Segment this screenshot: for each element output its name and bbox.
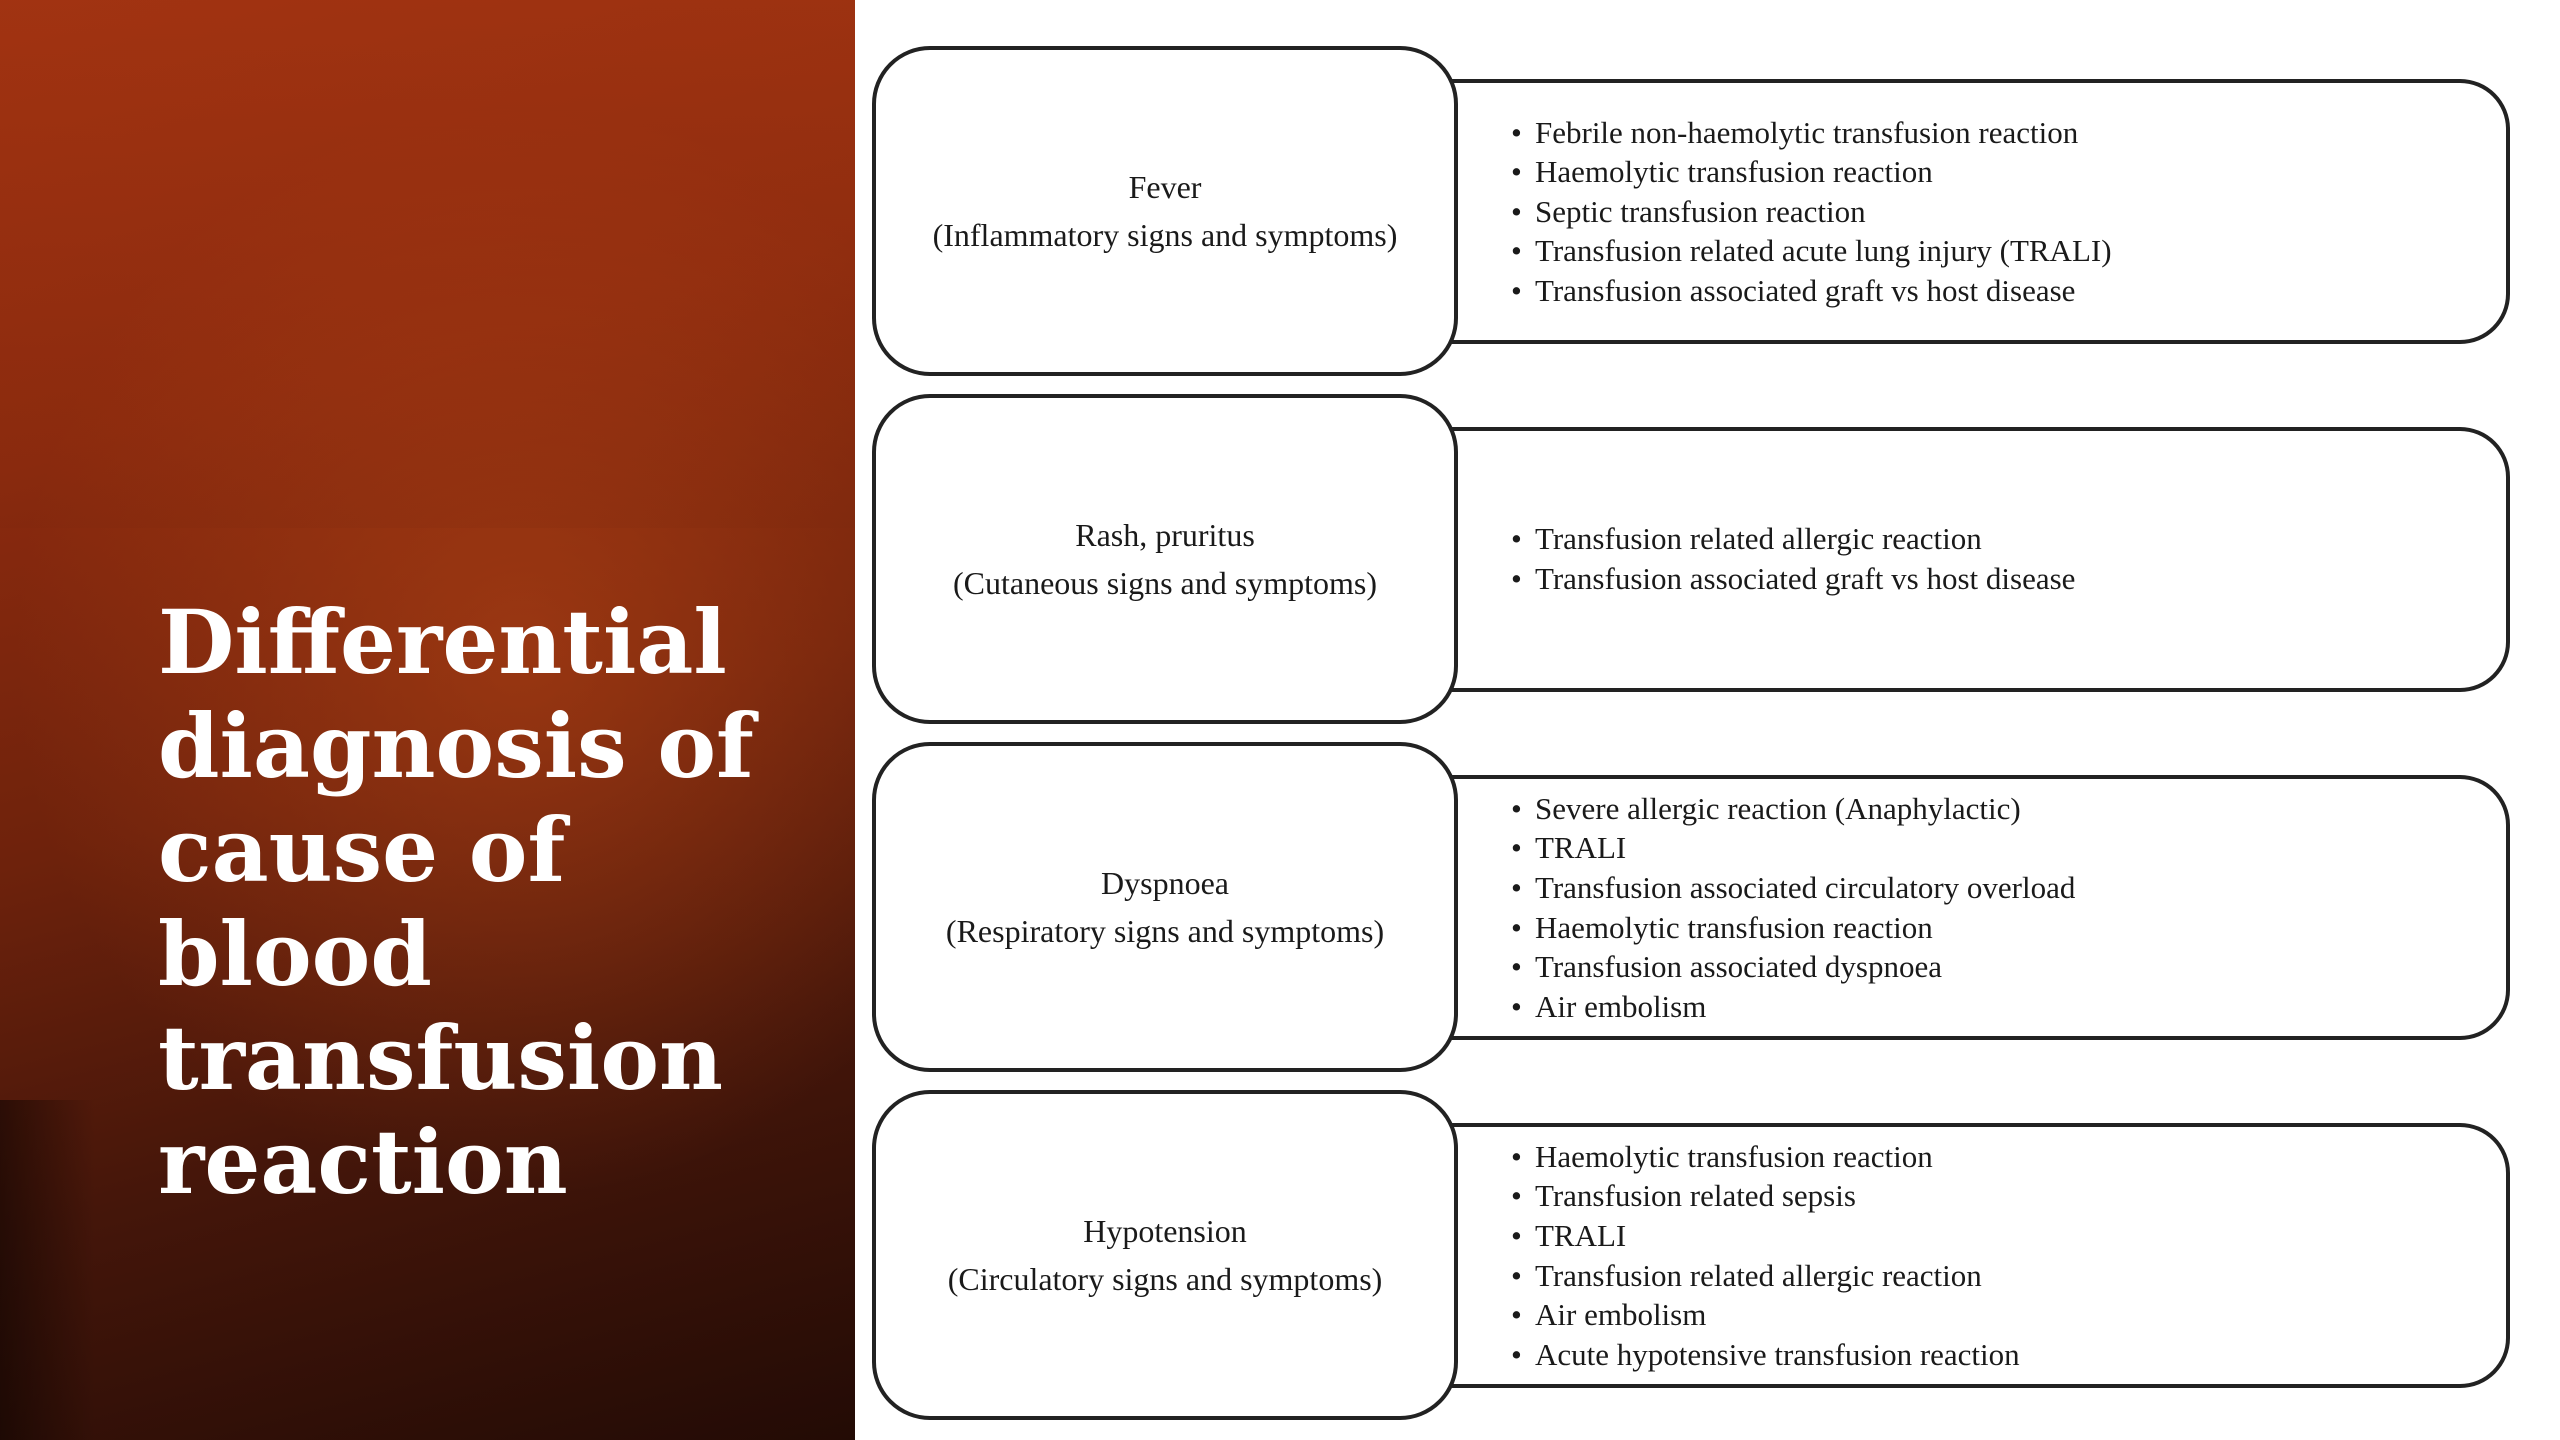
cause-list-box-rash bbox=[1450, 427, 2510, 692]
cause-item: • Haemolytic transfusion reaction bbox=[1511, 1137, 2020, 1177]
cause-item: • Transfusion related sepsis bbox=[1511, 1176, 2020, 1216]
title-line: Differential bbox=[158, 590, 727, 694]
category-box-dyspnoea bbox=[872, 742, 1458, 1072]
slide-title bbox=[158, 590, 838, 1214]
category-box-fever bbox=[872, 46, 1458, 376]
category-subtitle: (Respiratory signs and symptoms) bbox=[945, 913, 1385, 949]
category-box-rash bbox=[872, 394, 1458, 724]
panel-shadow bbox=[0, 1100, 95, 1440]
cause-item: • Transfusion related allergic reaction bbox=[1511, 519, 2075, 559]
cause-item: • Transfusion associated dyspnoea bbox=[1511, 947, 2075, 987]
category-name: Dyspnoea bbox=[1101, 865, 1229, 901]
category-name: Fever bbox=[1128, 169, 1202, 205]
cause-list-box-dyspnoea bbox=[1450, 775, 2510, 1040]
cause-item: • Transfusion associated graft vs host disease bbox=[1511, 271, 2112, 311]
cause-item: • Febrile non-haemolytic transfusion reaction bbox=[1511, 113, 2112, 153]
cause-item: • Acute hypotensive transfusion reaction bbox=[1511, 1335, 2020, 1375]
cause-item: • Severe allergic reaction (Anaphylactic) bbox=[1511, 789, 2075, 829]
cause-item: • Transfusion associated graft vs host disease bbox=[1511, 559, 2075, 599]
category-box-hypotension bbox=[872, 1090, 1458, 1420]
cause-item: • Septic transfusion reaction bbox=[1511, 192, 2112, 232]
category-name: Hypotension bbox=[1083, 1213, 1247, 1249]
category-name: Rash, pruritus bbox=[1075, 517, 1255, 553]
cause-item: • Transfusion related allergic reaction bbox=[1511, 1256, 2020, 1296]
cause-list-box-fever bbox=[1450, 79, 2510, 344]
category-subtitle: (Cutaneous signs and symptoms) bbox=[953, 565, 1377, 601]
cause-list bbox=[1453, 789, 2075, 1027]
cause-item: • TRALI bbox=[1511, 828, 2075, 868]
cause-list bbox=[1453, 1137, 2020, 1375]
title-line: reaction bbox=[158, 1110, 568, 1214]
title-line: cause of bbox=[158, 798, 566, 902]
cause-item: • TRALI bbox=[1511, 1216, 2020, 1256]
cause-list-box-hypotension bbox=[1450, 1123, 2510, 1388]
cause-item: • Haemolytic transfusion reaction bbox=[1511, 152, 2112, 192]
cause-list bbox=[1453, 519, 2075, 598]
cause-item: • Transfusion related acute lung injury (TRALI) bbox=[1511, 231, 2112, 271]
panel-band bbox=[0, 0, 855, 528]
cause-list bbox=[1453, 113, 2112, 311]
category-subtitle: (Inflammatory signs and symptoms) bbox=[932, 217, 1398, 253]
cause-item: • Haemolytic transfusion reaction bbox=[1511, 908, 2075, 948]
cause-item: • Air embolism bbox=[1511, 987, 2075, 1027]
category-subtitle: (Circulatory signs and symptoms) bbox=[947, 1261, 1383, 1297]
title-line: blood bbox=[158, 902, 432, 1006]
title-line: diagnosis of bbox=[158, 694, 754, 798]
cause-item: • Air embolism bbox=[1511, 1295, 2020, 1335]
title-line: transfusion bbox=[158, 1006, 724, 1110]
cause-item: • Transfusion associated circulatory overload bbox=[1511, 868, 2075, 908]
title-panel bbox=[0, 0, 855, 1440]
